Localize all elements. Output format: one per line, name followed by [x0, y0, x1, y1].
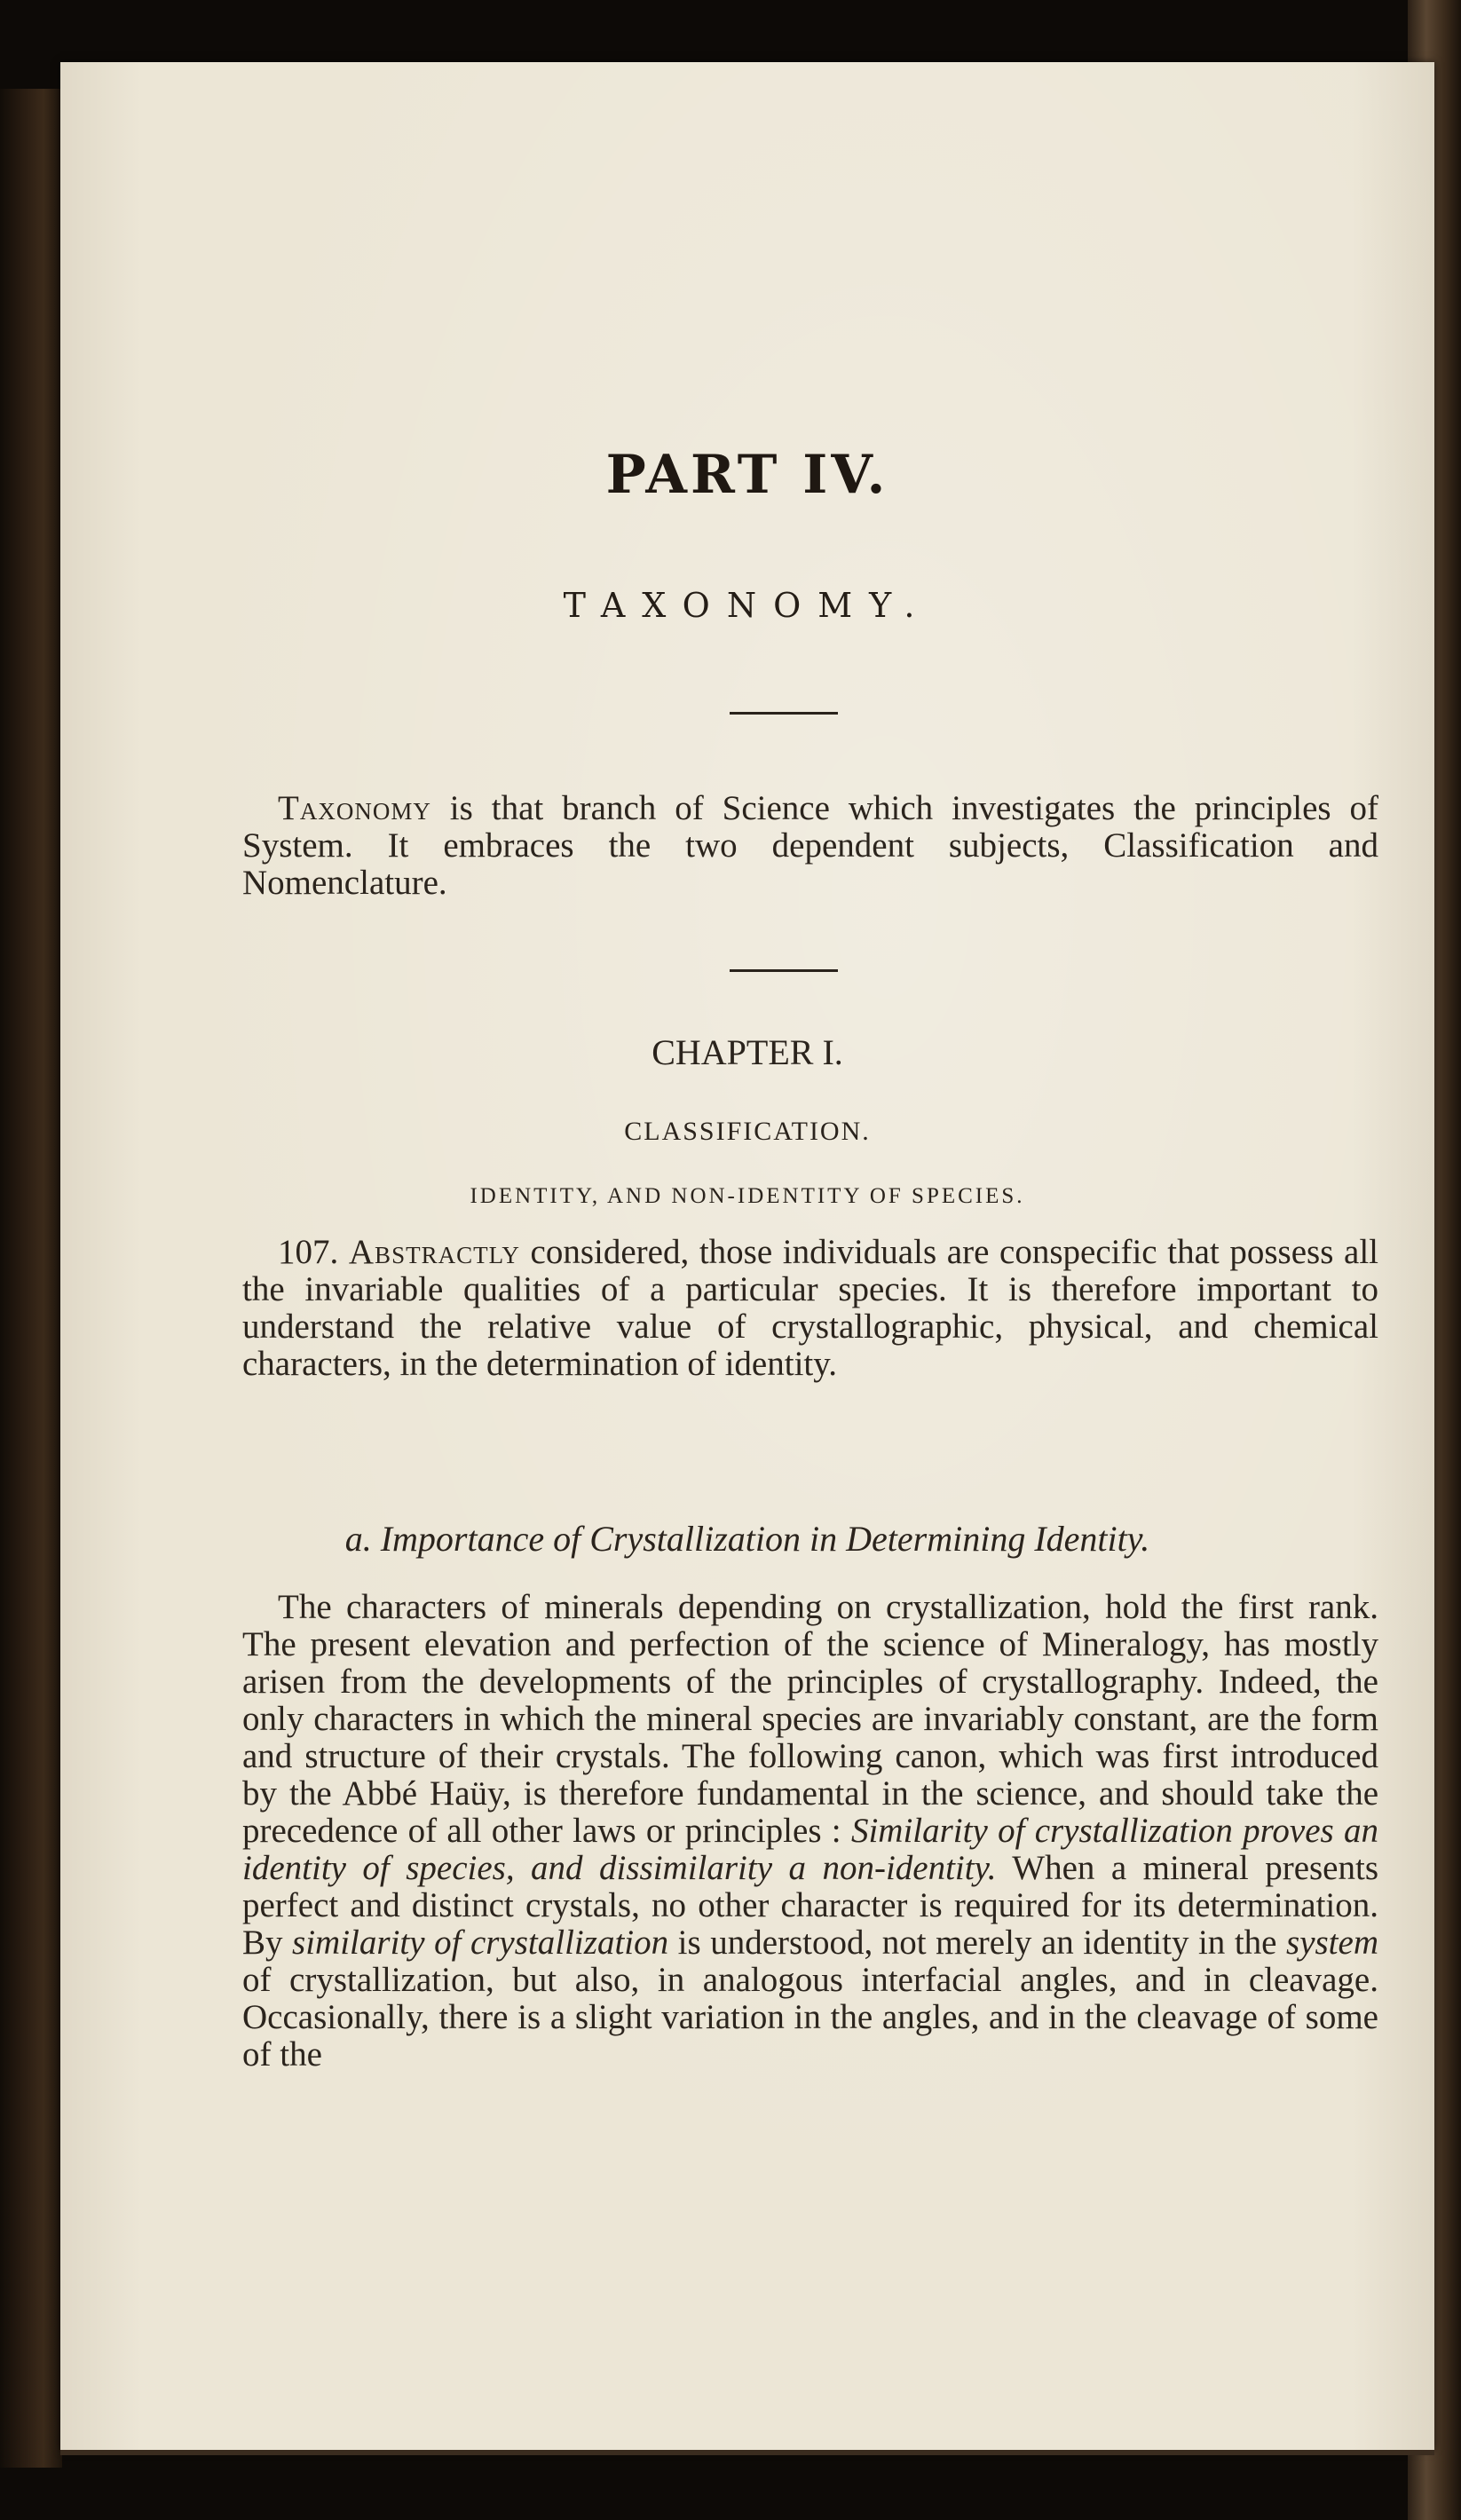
main-italic-3: system — [1286, 1924, 1378, 1962]
main-paragraph — [242, 1589, 1378, 2074]
intro-lead-word: Taxonomy — [278, 789, 431, 827]
subsection-heading — [60, 1518, 1434, 1560]
paragraph-text: considered, those individuals are conspecific that possess all the invariable qualities of a particular species. It is therefore important to understand the relative value of crystallographic, physical, and chemical characters, in the determination of identity. — [242, 1233, 1378, 1383]
divider-rule — [730, 969, 838, 972]
main-text-4: of crystallization, but also, in analogous interfacial angles, and in cleavage. Occasionally, there is a slight variation in the angles, and in the cleavage of some of the — [242, 1961, 1378, 2074]
chapter-subtitle: CLASSIFICATION. — [624, 1117, 871, 1146]
page-bottom-edge — [60, 2450, 1434, 2455]
section-heading: IDENTITY, AND NON-IDENTITY OF SPECIES. — [470, 1184, 1025, 1208]
section-title: TAXONOMY. — [563, 586, 932, 625]
chapter-title: CHAPTER I. — [652, 1032, 843, 1072]
main-italic-2: similarity of crystallization — [292, 1924, 669, 1962]
subsection-label: a. — [344, 1519, 372, 1559]
book-binding-left — [0, 89, 62, 2468]
paragraph-lead-word: Abstractly — [348, 1233, 520, 1271]
subsection-title: Importance of Crystallization in Determining Identity. — [380, 1519, 1150, 1559]
divider-rule — [730, 712, 838, 715]
main-text-1: The characters of minerals depending on crystallization, hold the first rank. The present elevation and perfection of the science of Mineralogy, has mostly arisen from the developments of the principles of crystallography. Indeed, the only characters in which the mineral species are invariably constant, are the form and structure of their crystals. The following canon, which was first introduced by the Abbé Haüy, is therefore fundamental in the science, and should take the precedence of all other laws or principles : — [242, 1588, 1378, 1850]
main-text-2: When a mineral presents perfect and distinct crystals, no other character is required for its determination. By — [242, 1849, 1379, 1962]
paragraph-107 — [242, 1234, 1378, 1383]
intro-paragraph — [242, 790, 1378, 902]
main-text-3: is understood, not merely an identity in the — [668, 1924, 1287, 1962]
book-page — [60, 62, 1434, 2450]
part-title: PART IV. — [605, 444, 889, 506]
intro-text: is that branch of Science which investigates the principles of System. It embraces the two dependent subjects, Classification and Nomenclature. — [242, 789, 1378, 902]
main-italic-1: Similarity of crystallization proves an identity of species, and dissimilarity a non-identity. — [242, 1812, 1378, 1887]
paragraph-number: 107. — [278, 1233, 339, 1271]
